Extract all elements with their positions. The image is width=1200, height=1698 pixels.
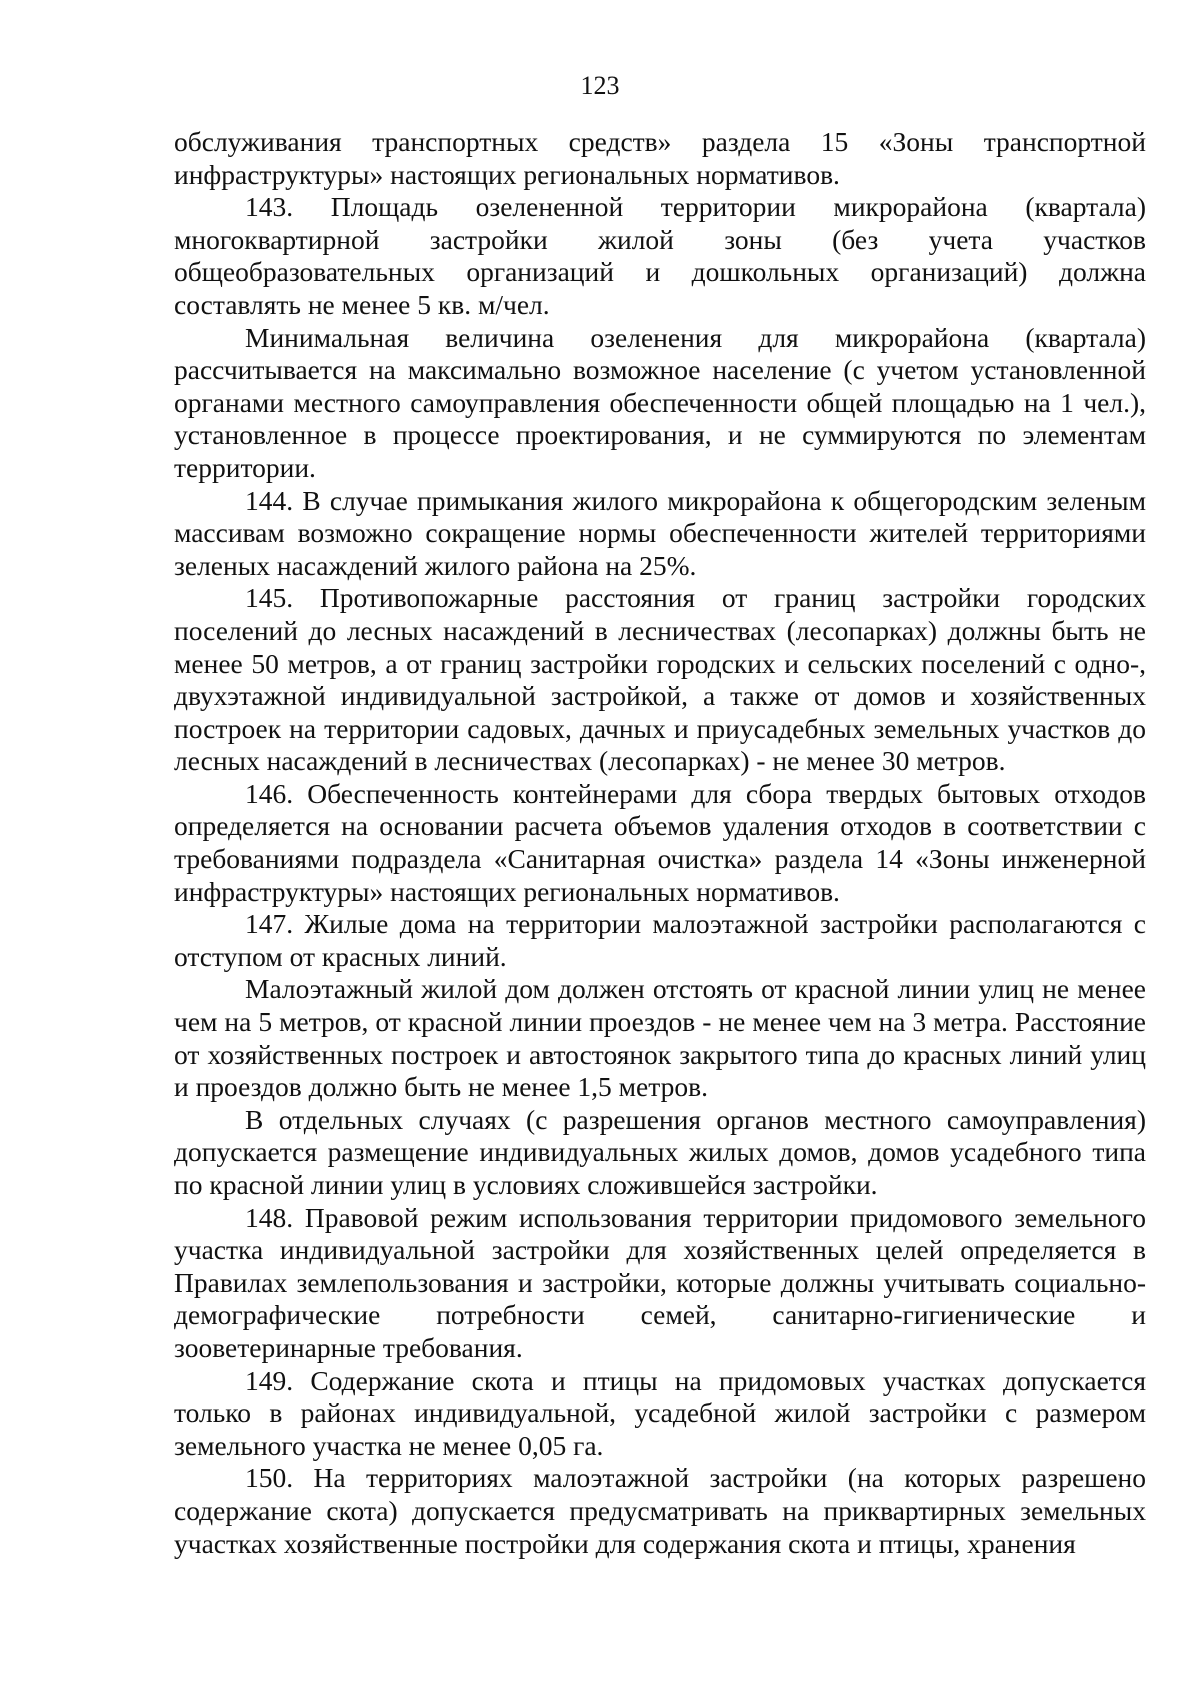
paragraph-143: 143. Площадь озелененной территории микрорайона (квартала) многоквартирной застройки жилой зоны (без учета участков общеобразовательных организаций и дошкольных организаций) должна составлять не менее 5 кв. м/чел. [174,191,1146,320]
paragraph-144: 144. В случае примыкания жилого микрорайона к общегородским зеленым массивам возможно сокращение нормы обеспеченности жителей территориями зеленых насаждений жилого района на 25%. [174,484,1146,581]
paragraph-147-exceptions: В отдельных случаях (с разрешения органов местного самоуправления) допускается размещение индивидуальных жилых домов, домов усадебного типа по красной линии улиц в условиях сложившейся застройки. [174,1103,1146,1200]
paragraph-continuation: обслуживания транспортных средств» раздела 15 «Зоны транспортной инфраструктуры» настоящих региональных нормативов. [174,126,1146,190]
paragraph-147-setback: Малоэтажный жилой дом должен отстоять от красной линии улиц не менее чем на 5 метров, от красной линии проездов - не менее чем на 3 метра. Расстояние от хозяйственных построек и автостоянок закрытого типа до красных линий улиц и проездов должно быть не менее 1,5 метров. [174,973,1146,1103]
paragraph-145: 145. Противопожарные расстояния от границ застройки городских поселений до лесных насаждений в лесничествах (лесопарках) должны быть не менее 50 метров, а от границ застройки городских и сельских поселений с одно-, двухэтажной индивидуальной застройкой, а также от домов и хозяйственных построек на территории садовых, дачных и приусадебных земельных участков до лесных насаждений в лесничествах (лесопарках) - не менее 30 метров. [174,582,1146,777]
paragraph-143-min-greening: Минимальная величина озеленения для микрорайона (квартала) рассчитывается на максимально возможное население (с учетом установленной органами местного самоуправления обеспеченности общей площадью на 1 чел.), установленное в процессе проектирования, и не суммируются по элементам территории. [174,321,1146,483]
document-body [174,126,1146,1560]
paragraph-148: 148. Правовой режим использования территории придомового земельного участка индивидуальной застройки для хозяйственных целей определяется в Правилах землепользования и застройки, которые должны учитывать социально-демографические потребности семей, санитарно-гигиенические и зооветеринарные требования. [174,1201,1146,1363]
paragraph-150: 150. На территориях малоэтажной застройки (на которых разрешено содержание скота) допускается предусматривать на приквартирных земельных участках хозяйственные постройки для содержания скота и птицы, хранения [174,1462,1146,1559]
page-number: 123 [580,71,620,100]
paragraph-149: 149. Содержание скота и птицы на придомовых участках допускается только в районах индивидуальной, усадебной жилой застройки с размером земельного участка не менее 0,05 га. [174,1364,1146,1461]
paragraph-147: 147. Жилые дома на территории малоэтажной застройки располагаются с отступом от красных линий. [174,908,1146,972]
paragraph-146: 146. Обеспеченность контейнерами для сбора твердых бытовых отходов определяется на основании расчета объемов удаления отходов в соответствии с требованиями подраздела «Санитарная очистка» раздела 14 «Зоны инженерной инфраструктуры» настоящих региональных нормативов. [174,777,1146,907]
